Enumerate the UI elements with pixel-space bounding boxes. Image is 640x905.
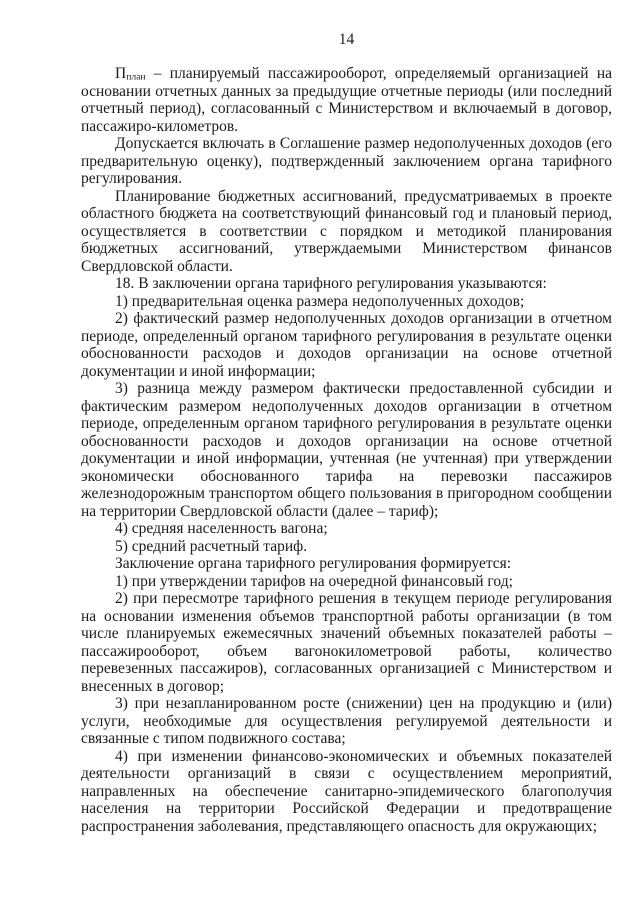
paragraph-case-4-sanitary-measures: 4) при изменении финансово-экономических и объемных показателей деятельности организаций в связи с осуществлением мероприятий, направленных на обеспечение санитарно-эпидемического благополучия населения на территории Российской Федерации и предотвращение распространения заболевания, представляющего опасность для окружающих; [81,747,612,835]
paragraph-budget-planning: Планирование бюджетных ассигнований, предусматриваемых в проекте областного бюджета на соответствующий финансовый год и плановый период, осуществляется в соответствии с порядком и методикой планирования бюджетных ассигнований, утверждаемыми Министерством финансов Свердловской области. [81,187,612,275]
paragraph-case-1-tariff-approval: 1) при утверждении тарифов на очередной финансовый год; [115,572,513,590]
paragraph-agreement-inclusion: Допускается включать в Соглашение размер недополученных доходов (его предварительную оценку), подтвержденный заключением органа тарифного регулирования. [81,135,612,187]
paragraph-case-3-price-change: 3) при незапланированном росте (снижении) цен на продукцию и (или) услуги, необходимые для осуществления регулируемой деятельности и связанные с типом подвижного состава; [81,695,612,747]
paragraph-case-2-tariff-revision: 2) при пересмотре тарифного решения в текущем периоде регулирования на основании изменения объемов транспортной работы организации (в том числе планируемых ежемесячных значений объемных показателей работы – пассажирооборот, объем вагонокилометровой работы, количество перевезенных пассажиров), согласованных организацией с Министерством и внесенных в договор; [81,590,612,695]
paragraph-item-1-preliminary-estimate: 1) предварительная оценка размера недополученных доходов; [115,292,525,310]
paragraph-item-2-actual-amount: 2) фактический размер недополученных доходов организации в отчетном периоде, определенный органом тарифного регулирования в результате оценки обоснованности расходов и доходов организации на основе отчетной документации и иной информации; [81,310,612,380]
formula-definition-text: – планируемый пассажирооборот, определяемый организацией на основании отчетных данных за предыдущие отчетные периоды (или последний отчетный период), согласованный с Министерством и включаемый в договор, пассажиро-километров. [81,65,612,135]
formula-symbol-base: П [115,65,127,82]
paragraph-item-5-average-tariff: 5) средний расчетный тариф. [115,537,308,555]
paragraph-clause-18-heading: 18. В заключении органа тарифного регулирования указываются: [115,275,547,292]
paragraph-formula-definition [81,65,612,135]
formula-symbol-subscript: план [126,71,146,83]
document-content [81,65,612,835]
paragraph-conclusion-formed-heading: Заключение органа тарифного регулирования формируется: [115,555,512,572]
paragraph-item-3-difference: 3) разница между размером фактически предоставленной субсидии и фактическим размером недополученных доходов организации в отчетном периоде, определенным органом тарифного регулирования в результате оценки обоснованности расходов и доходов организации на основе отчетной документации и иной информации, учтенная (не учтенная) при утверждении экономически обоснованного тарифа на перевозки пассажиров железнодорожным транспортом общего пользования в пригородном сообщении на территории Свердловской области (далее – тариф); [81,380,612,520]
paragraph-item-4-average-occupancy: 4) средняя населенность вагона; [115,520,328,537]
page-number: 14 [338,31,355,48]
